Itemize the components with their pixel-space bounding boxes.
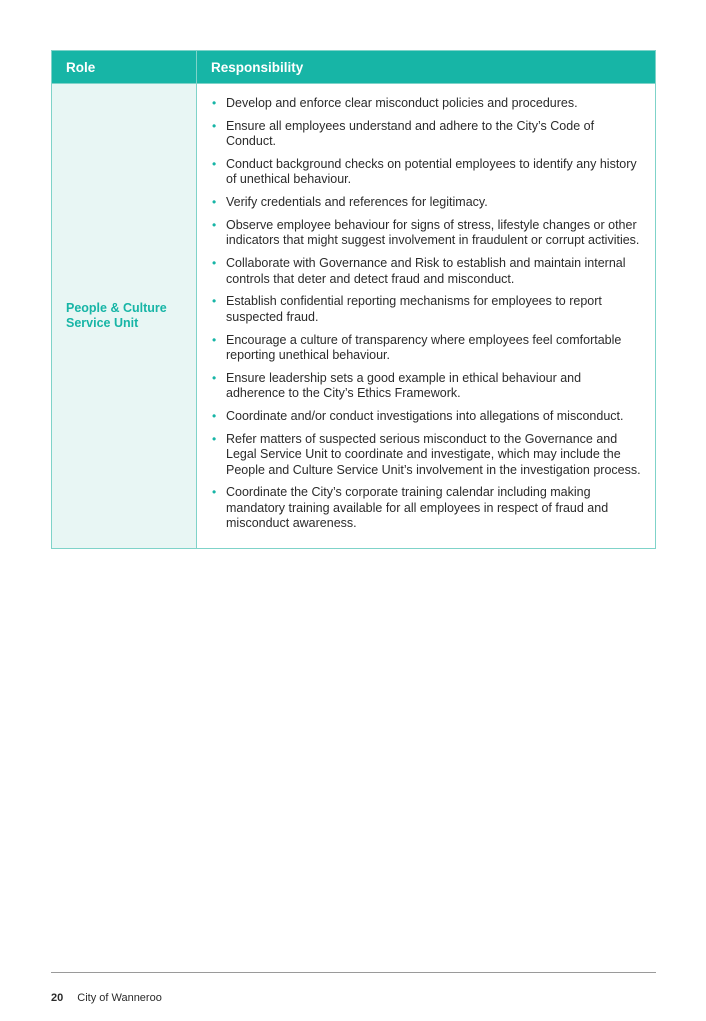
responsibility-table bbox=[51, 50, 656, 549]
responsibility-text: Establish confidential reporting mechanisms for employees to report suspected fraud. bbox=[226, 294, 602, 324]
list-item bbox=[211, 432, 641, 478]
role-label: People & Culture Service Unit bbox=[66, 300, 167, 331]
responsibility-list bbox=[211, 96, 641, 532]
responsibility-text: Conduct background checks on potential employees to identify any history of unethical behaviour. bbox=[226, 157, 637, 187]
responsibility-cell bbox=[197, 84, 655, 548]
responsibility-text: Ensure all employees understand and adhere to the City’s Code of Conduct. bbox=[226, 118, 595, 149]
list-item bbox=[211, 218, 641, 249]
responsibility-text: Ensure leadership sets a good example in ethical behaviour and adherence to the City’s Ethics Framework. bbox=[226, 370, 582, 401]
responsibility-text: Coordinate the City’s corporate training calendar including making mandatory training available for all employees in respect of fraud and misconduct awareness. bbox=[226, 485, 609, 531]
bullet-icon: • bbox=[212, 332, 217, 347]
page-footer bbox=[51, 992, 162, 1004]
bullet-icon: • bbox=[212, 256, 217, 271]
bullet-icon: • bbox=[212, 485, 217, 500]
bullet-icon: • bbox=[212, 96, 217, 110]
responsibility-text: Observe employee behaviour for signs of stress, lifestyle changes or other indicators that might suggest involvement in fraudulent or corrupt activities. bbox=[226, 218, 640, 248]
responsibility-text: Coordinate and/or conduct investigations into allegations of misconduct. bbox=[226, 409, 624, 424]
bullet-icon: • bbox=[212, 294, 217, 309]
table-row bbox=[52, 83, 655, 548]
role-cell bbox=[52, 84, 197, 548]
organisation-name: City of Wanneroo bbox=[77, 992, 162, 1004]
list-item bbox=[211, 157, 641, 188]
footer-divider bbox=[51, 972, 656, 973]
responsibility-text: Develop and enforce clear misconduct policies and procedures. bbox=[226, 96, 578, 110]
responsibility-text: Verify credentials and references for legitimacy. bbox=[226, 195, 488, 210]
bullet-icon: • bbox=[212, 195, 217, 210]
list-item bbox=[211, 294, 641, 325]
list-item bbox=[211, 119, 641, 150]
list-item bbox=[211, 256, 641, 287]
bullet-icon: • bbox=[212, 118, 217, 133]
bullet-icon: • bbox=[212, 370, 217, 385]
header-responsibility: Responsibility bbox=[211, 59, 304, 75]
bullet-icon: • bbox=[212, 157, 217, 171]
responsibility-text: Encourage a culture of transparency where employees feel comfortable reporting unethical behaviour. bbox=[226, 332, 622, 363]
bullet-icon: • bbox=[212, 409, 217, 424]
list-item bbox=[211, 485, 641, 531]
list-item bbox=[211, 195, 641, 210]
bullet-icon: • bbox=[212, 218, 217, 232]
list-item bbox=[211, 371, 641, 402]
list-item bbox=[211, 333, 641, 364]
page-number: 20 bbox=[51, 992, 64, 1004]
bullet-icon: • bbox=[212, 431, 217, 446]
responsibility-text: Refer matters of suspected serious misconduct to the Governance and Legal Service Unit to coordinate and investigate, which may include the People and Culture Service Unit’s involvement in the investigation process. bbox=[226, 431, 641, 477]
table-header bbox=[52, 51, 655, 83]
header-role: Role bbox=[52, 51, 197, 83]
list-item bbox=[211, 96, 641, 111]
responsibility-text: Collaborate with Governance and Risk to establish and maintain internal controls that deter and detect fraud and misconduct. bbox=[226, 256, 626, 286]
list-item bbox=[211, 409, 641, 424]
